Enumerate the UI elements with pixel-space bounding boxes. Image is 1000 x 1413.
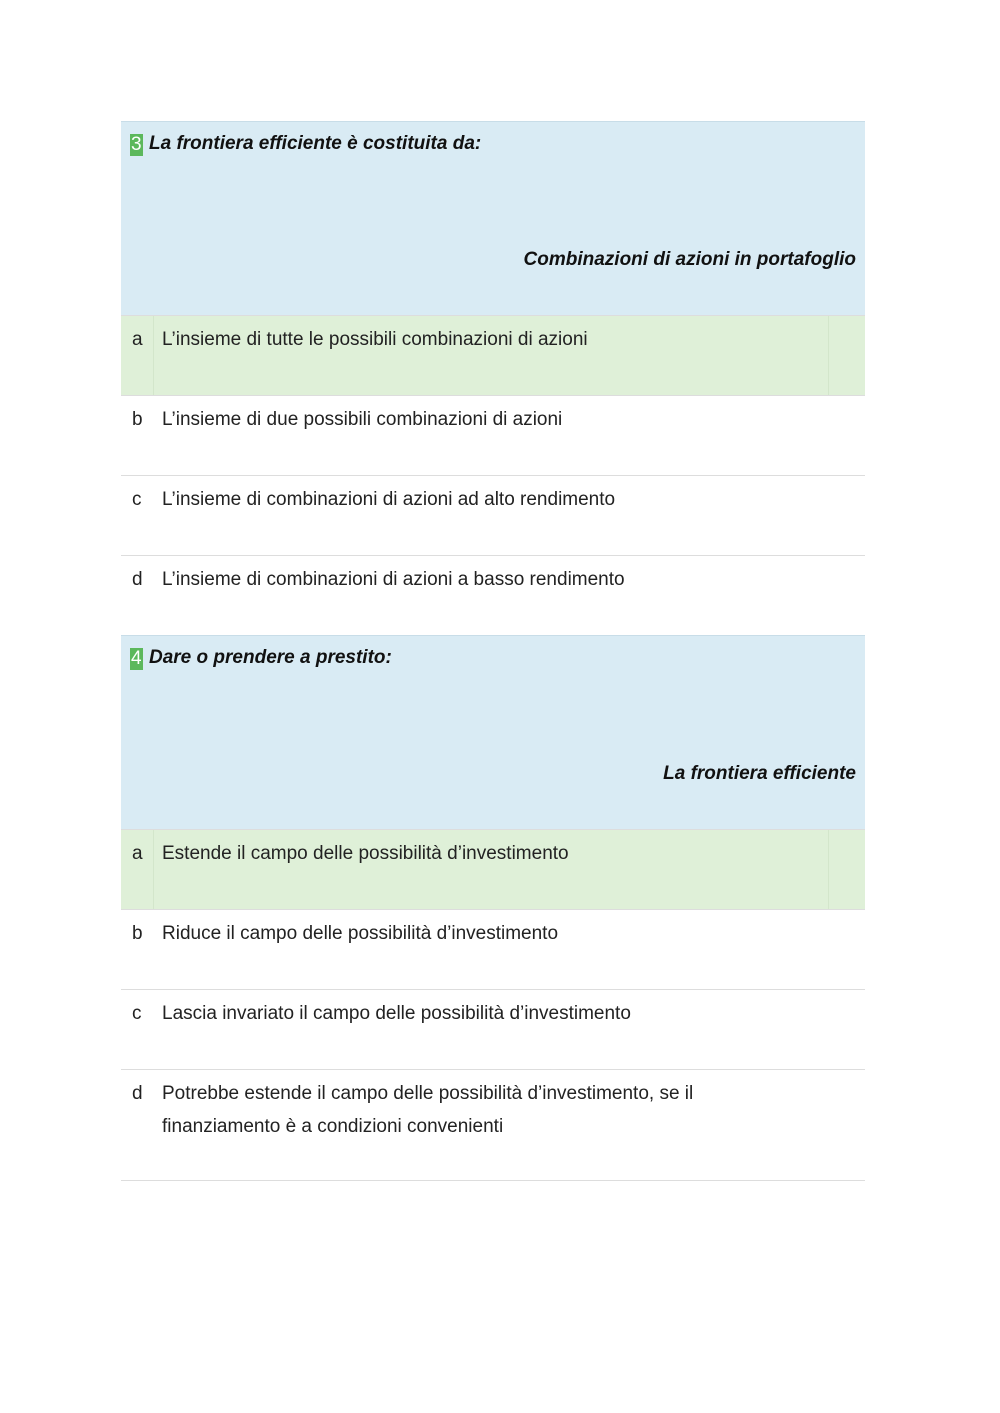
answer-letter: a bbox=[132, 843, 143, 864]
question-topic: Combinazioni di azioni in portafoglio bbox=[523, 249, 856, 270]
question-number-badge: 4 bbox=[131, 648, 142, 669]
answer-text: Riduce il campo delle possibilità d’investimento bbox=[162, 923, 559, 944]
question-topic: La frontiera efficiente bbox=[663, 763, 856, 784]
answer-text: L’insieme di due possibili combinazioni di azioni bbox=[162, 409, 563, 430]
question-number-badge: 3 bbox=[131, 134, 142, 155]
answer-option-a bbox=[121, 315, 865, 395]
answer-option-c bbox=[121, 989, 865, 1069]
question-text: Dare o prendere a prestito: bbox=[149, 647, 392, 668]
answer-letter: d bbox=[132, 1083, 143, 1104]
answer-text: L’insieme di combinazioni di azioni ad alto rendimento bbox=[162, 489, 616, 510]
answer-option-c bbox=[121, 475, 865, 555]
answer-option-b bbox=[121, 395, 865, 475]
question-header bbox=[121, 121, 865, 315]
answer-letter: b bbox=[132, 409, 143, 430]
answer-text: L’insieme di tutte le possibili combinazioni di azioni bbox=[162, 329, 588, 350]
answer-letter: c bbox=[132, 489, 142, 510]
answer-option-d bbox=[121, 1069, 865, 1181]
question-text: La frontiera efficiente è costituita da: bbox=[149, 133, 482, 154]
answer-option-a bbox=[121, 829, 865, 909]
answer-text: Lascia invariato il campo delle possibilità d’investimento bbox=[162, 1003, 631, 1024]
answer-text: Potrebbe estende il campo delle possibilità d’investimento, se il finanziamento è a condizioni convenienti bbox=[162, 1083, 694, 1137]
answer-letter: a bbox=[132, 329, 143, 350]
answer-letter: d bbox=[132, 569, 143, 590]
answer-text: L’insieme di combinazioni di azioni a basso rendimento bbox=[162, 569, 625, 590]
answer-text: Estende il campo delle possibilità d’investimento bbox=[162, 843, 569, 864]
answer-letter: c bbox=[132, 1003, 142, 1024]
answer-option-b bbox=[121, 909, 865, 989]
quiz bbox=[121, 121, 865, 1181]
answer-letter: b bbox=[132, 923, 143, 944]
answer-option-d bbox=[121, 555, 865, 635]
question-header bbox=[121, 635, 865, 829]
